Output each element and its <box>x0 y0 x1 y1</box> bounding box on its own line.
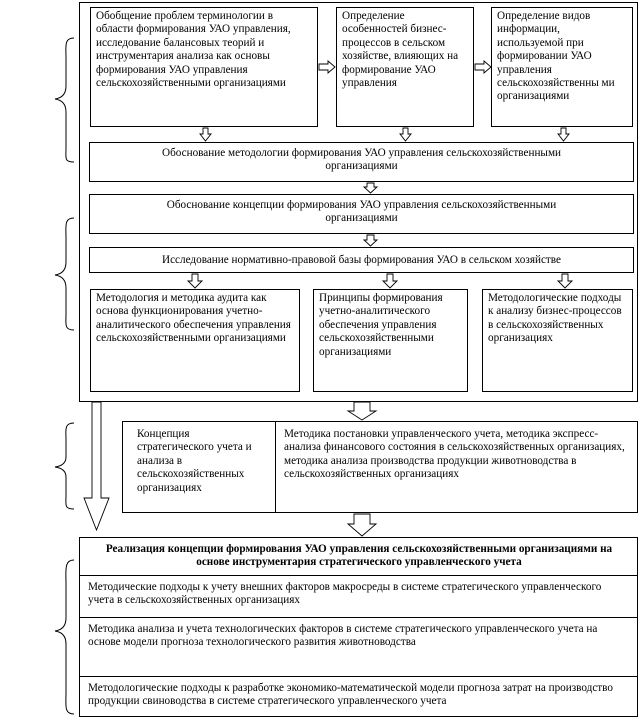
principles-box: Принципы формирования учетно-аналитического обеспечения управления сельскохозяйственными организациями <box>313 289 468 392</box>
methodology-box: Обоснование методологии формирования УАО управления сельскохозяйственными организациями <box>89 142 634 182</box>
arrow-down-7 <box>383 274 397 288</box>
arrow-down-10 <box>348 514 376 536</box>
brace-3 <box>55 423 74 509</box>
implementation-item-1: Методические подходы к учету внешних факторов макросреды в системе стратегического управленческого учета в сельскохозяйственных организациях <box>84 578 634 614</box>
audit-methodology-box: Методология и методика аудита как основа функционирования учетно-аналитического обеспечения управления сельскохозяйственными организациями <box>90 289 300 392</box>
arrow-down-9 <box>348 402 376 420</box>
legal-base-box: Исследование нормативно-правовой базы формирования УАО в сельском хозяйстве <box>89 247 634 273</box>
concept-box: Обоснование концепции формирования УАО управления сельскохозяйственными организациями <box>89 194 634 234</box>
business-process-box: Определение особенностей бизнес-процессов в сельском хозяйстве, влияющих на формирование УАО управления <box>336 7 474 127</box>
brace-4 <box>55 560 74 714</box>
strategic-accounting-concept: Концепция стратегического учета и анализа в сельскохозяйственных организациях <box>123 422 276 512</box>
arrow-down-4 <box>364 183 377 193</box>
implementation-item-3: Методологические подходы к разработке экономико-математической модели прогноза затрат на производство продукции свиноводства в системе стратегического управленческого учета <box>84 679 634 715</box>
arrow-down-3 <box>558 128 569 141</box>
arrow-down-2 <box>400 128 411 141</box>
business-analysis-box: Методологические подходы к анализу бизнес-процессов в сельскохозяйственных организациях <box>482 289 633 392</box>
arrow-down-1 <box>200 128 211 141</box>
arrow-right-2 <box>475 61 491 73</box>
arrow-right-1 <box>319 61 335 73</box>
brace-2 <box>55 218 74 330</box>
information-types-box: Определение видов информации, используемой при формировании УАО управления сельскохозяйственны ми организациями <box>491 7 633 127</box>
arrow-down-5 <box>364 235 377 246</box>
arrow-down-6 <box>188 274 202 288</box>
implementation-title: Реализация концепции формирования УАО управления сельскохозяйственными организациями на основе инструментария стратегического управленческого учета <box>84 541 634 574</box>
brace-1 <box>55 38 74 162</box>
implementation-item-2: Методика анализа и учета технологических факторов в системе стратегического управленческого учета на основе модели прогноза технологического развития животноводства <box>84 621 634 671</box>
arrow-down-8 <box>558 274 572 288</box>
terminology-box: Обобщение проблем терминологии в области формирования УАО управления, исследование балансовых теорий и инструментария анализа как основы формирования УАО управления сельскохозяйственными организациями <box>90 7 318 127</box>
management-accounting-methods: Методика постановки управленческого учета, методика экспресс-анализа финансового состояния в сельскохозяйственных организациях, методика анализа производства продукции животноводства в сельскохозяйственных организациях <box>284 428 625 481</box>
arrow-down-long <box>84 402 109 530</box>
